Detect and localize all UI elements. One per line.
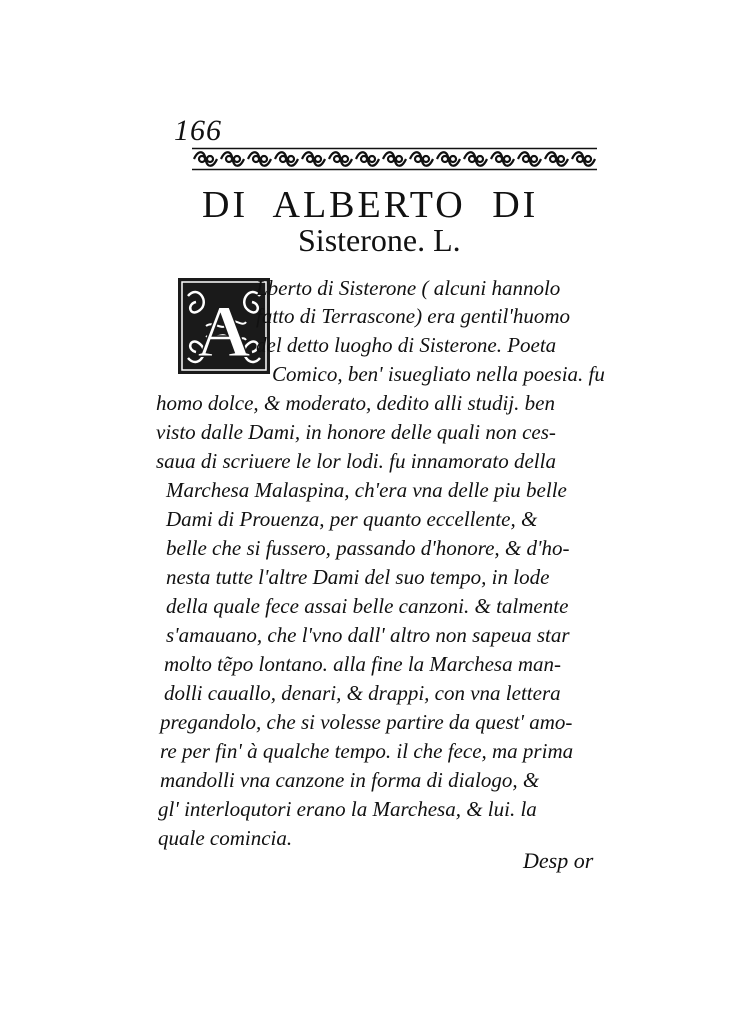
chapter-subtitle: Sisterone. L.	[298, 222, 461, 258]
text-line: Lberto di Sisterone ( alcuni hannolo	[256, 276, 561, 300]
text-line: visto dalle Dami, in honore delle quali non ces-	[156, 420, 556, 444]
text-line: s'amauano, che l'vno dall' altro non sapeua star	[166, 623, 570, 647]
text-line: re per fin' à qualche tempo. il che fece, ma prima	[160, 739, 574, 763]
ornamental-band	[192, 147, 597, 171]
text-line: del detto luogho di Sisterone. Poeta	[256, 333, 557, 357]
text-line: belle che si fussero, passando d'honore, & d'ho-	[166, 536, 570, 560]
text-line: Dami di Prouenza, per quanto eccellente, &	[166, 507, 538, 531]
text-line: mandolli vna canzone in forma di dialogo, &	[160, 768, 540, 792]
text-line: quale comincia.	[158, 826, 293, 850]
text-line: molto tẽpo lontano. alla fine la Marchesa man-	[164, 652, 562, 676]
text-line: Comico, ben' isuegliato nella poesia. fu	[272, 362, 605, 386]
text-line: homo dolce, & moderato, dedito alli studij. ben	[156, 391, 555, 415]
initial-letter: A	[197, 291, 251, 373]
text-line: dolli cauallo, denari, & drappi, con vna lettera	[164, 681, 561, 705]
text-line: saua di scriuere le lor lodi. fu innamorato della	[156, 449, 556, 473]
catchword: Desp or	[523, 848, 594, 873]
text-line: Marchesa Malaspina, ch'era vna delle piu belle	[166, 478, 567, 502]
text-line: della quale fece assai belle canzoni. & talmente	[166, 594, 569, 618]
chapter-title: DI ALBERTO DI	[202, 184, 539, 226]
text-line: gl' interloqutori erano la Marchesa, & lui. la	[158, 797, 537, 821]
page-number: 166	[174, 114, 222, 147]
text-line: fatto di Terrascone) era gentil'huomo	[256, 304, 571, 328]
text-line: pregandolo, che si volesse partire da quest' amo-	[160, 710, 573, 734]
text-line: nesta tutte l'altre Dami del suo tempo, in lode	[166, 565, 550, 589]
